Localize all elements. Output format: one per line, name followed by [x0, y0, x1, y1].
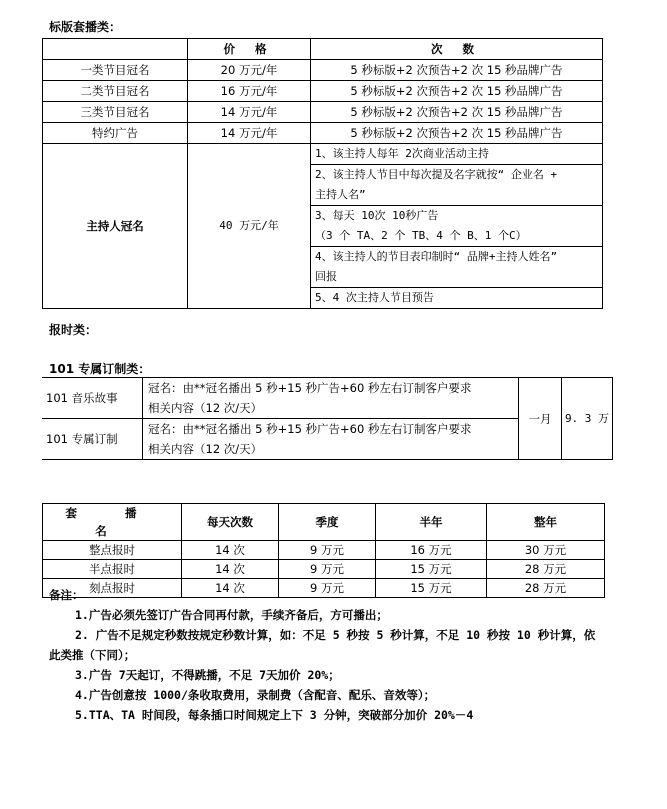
host-sponsor-items	[311, 144, 603, 309]
section-heading-101-custom: 101 专属订制类：	[49, 362, 151, 376]
cell: 14 次	[182, 541, 279, 560]
header-cell-price: 价 格	[188, 39, 311, 60]
cell: 14 次	[182, 560, 279, 579]
host-item	[311, 165, 602, 206]
row-count: 5 秒标版+2 次预告+2 次 15 秒品牌广告	[311, 60, 603, 81]
cell: 刻点报时	[43, 579, 182, 598]
table-row	[43, 123, 603, 144]
host-item	[311, 247, 602, 288]
row-description-line: 冠名：由**冠名播出 5 秒+15 秒广告+60 秒左右订制客户要求	[148, 422, 472, 436]
cell: 16 万元	[376, 541, 487, 560]
cell: 28 万元	[487, 560, 605, 579]
row-price: 16 万元/年	[188, 81, 311, 102]
note-line: 2. 广告不足规定秒数按规定秒数计算，如：不足 5 秒按 5 秒计算，不足 10 秒按 10 秒计算，依	[75, 628, 596, 642]
host-item-line: 4、该主持人的节目表印制时“ 品牌+主持人姓名”	[315, 250, 558, 263]
host-item-line: 主持人名”	[315, 188, 366, 201]
header-cell-quarter: 季度	[279, 504, 376, 541]
row-name: 一类节目冠名	[43, 60, 188, 81]
row-name: 二类节目冠名	[43, 81, 188, 102]
table-row	[43, 81, 603, 102]
host-sponsor-row	[43, 144, 603, 309]
cell: 9 万元	[279, 560, 376, 579]
cell: 28 万元	[487, 579, 605, 598]
host-item	[311, 206, 602, 247]
period-cell: 一月	[519, 378, 562, 460]
table-row	[43, 60, 603, 81]
notes-section	[49, 585, 639, 725]
table-header-row	[43, 504, 605, 541]
row-description	[143, 378, 519, 419]
row-count: 5 秒标版+2 次预告+2 次 15 秒品牌广告	[311, 123, 603, 144]
host-item	[311, 288, 602, 308]
time-signal-table	[42, 503, 605, 598]
cell: 9 万元	[279, 541, 376, 560]
note-line: 1.广告必须先签订广告合同再付款，手续齐备后，方可播出；	[75, 608, 388, 622]
table-row	[43, 541, 605, 560]
host-sponsor-price: 40 万元/年	[188, 144, 311, 309]
cell: 14 次	[182, 579, 279, 598]
row-name: 101 专属订制	[42, 419, 143, 460]
host-item-line: 3、每天 10次 10秒广告	[315, 209, 439, 222]
host-sponsor-name: 主持人冠名	[43, 144, 188, 309]
row-price: 14 万元/年	[188, 123, 311, 144]
cell: 15 万元	[376, 560, 487, 579]
host-item-line: 2、该主持人节目中每次提及名字就按“ 企业名 +	[315, 168, 558, 181]
cell: 9 万元	[279, 579, 376, 598]
cell: 整点报时	[43, 541, 182, 560]
row-description	[143, 419, 519, 460]
header-cell-daily: 每天次数	[182, 504, 279, 541]
table-row	[42, 378, 613, 419]
row-price: 14 万元/年	[188, 102, 311, 123]
header-cell-half-year: 半年	[376, 504, 487, 541]
row-price: 20 万元/年	[188, 60, 311, 81]
table-header-row	[43, 39, 603, 60]
row-name: 101 音乐故事	[42, 378, 143, 419]
row-name: 三类节目冠名	[43, 102, 188, 123]
row-count: 5 秒标版+2 次预告+2 次 15 秒品牌广告	[311, 81, 603, 102]
note-line: 5.TTA、TA 时间段，每条插口时间规定上下 3 分钟，突破部分加价 20%－4	[75, 708, 474, 722]
host-item-line: 5、4 次主持人节目预告	[315, 291, 434, 304]
row-description-line: 相关内容（12 次/天）	[148, 401, 263, 415]
host-item-line: 1、该主持人每年 2次商业活动主持	[315, 147, 489, 160]
cell: 30 万元	[487, 541, 605, 560]
table-row	[43, 102, 603, 123]
cell: 15 万元	[376, 579, 487, 598]
cell: 半点报时	[43, 560, 182, 579]
host-item-line: 回报	[315, 270, 337, 283]
table-row	[43, 560, 605, 579]
header-cell-count: 次 数	[311, 39, 603, 60]
row-description-line: 相关内容（12 次/天）	[148, 442, 263, 456]
row-count: 5 秒标版+2 次预告+2 次 15 秒品牌广告	[311, 102, 603, 123]
note-line: 此类推（下同）；	[49, 648, 136, 662]
note-line: 4.广告创意按 1000/条收取费用，录制费（含配音、配乐、音效等）；	[75, 688, 436, 702]
note-line: 3.广告 7天起订，不得跳播，不足 7天加价 20%；	[75, 668, 340, 682]
section-heading-standard-package: 标版套播类：	[49, 20, 122, 34]
standard-package-table	[42, 38, 603, 309]
row-description-line: 冠名：由**冠名播出 5 秒+15 秒广告+60 秒左右订制客户要求	[148, 381, 472, 395]
header-cell-package: 套 播 名	[43, 504, 182, 541]
host-item-line: （3 个 TA、2 个 TB、4 个 B、1 个C）	[315, 229, 527, 242]
price-cell: 9. 3 万	[562, 378, 613, 460]
custom-101-table	[42, 377, 613, 460]
section-heading-time-signal: 报时类：	[49, 323, 98, 337]
host-item	[311, 144, 602, 165]
header-cell-name	[43, 39, 188, 60]
header-cell-full-year: 整年	[487, 504, 605, 541]
notes-title: 备注：	[49, 588, 84, 602]
row-name: 特约广告	[43, 123, 188, 144]
